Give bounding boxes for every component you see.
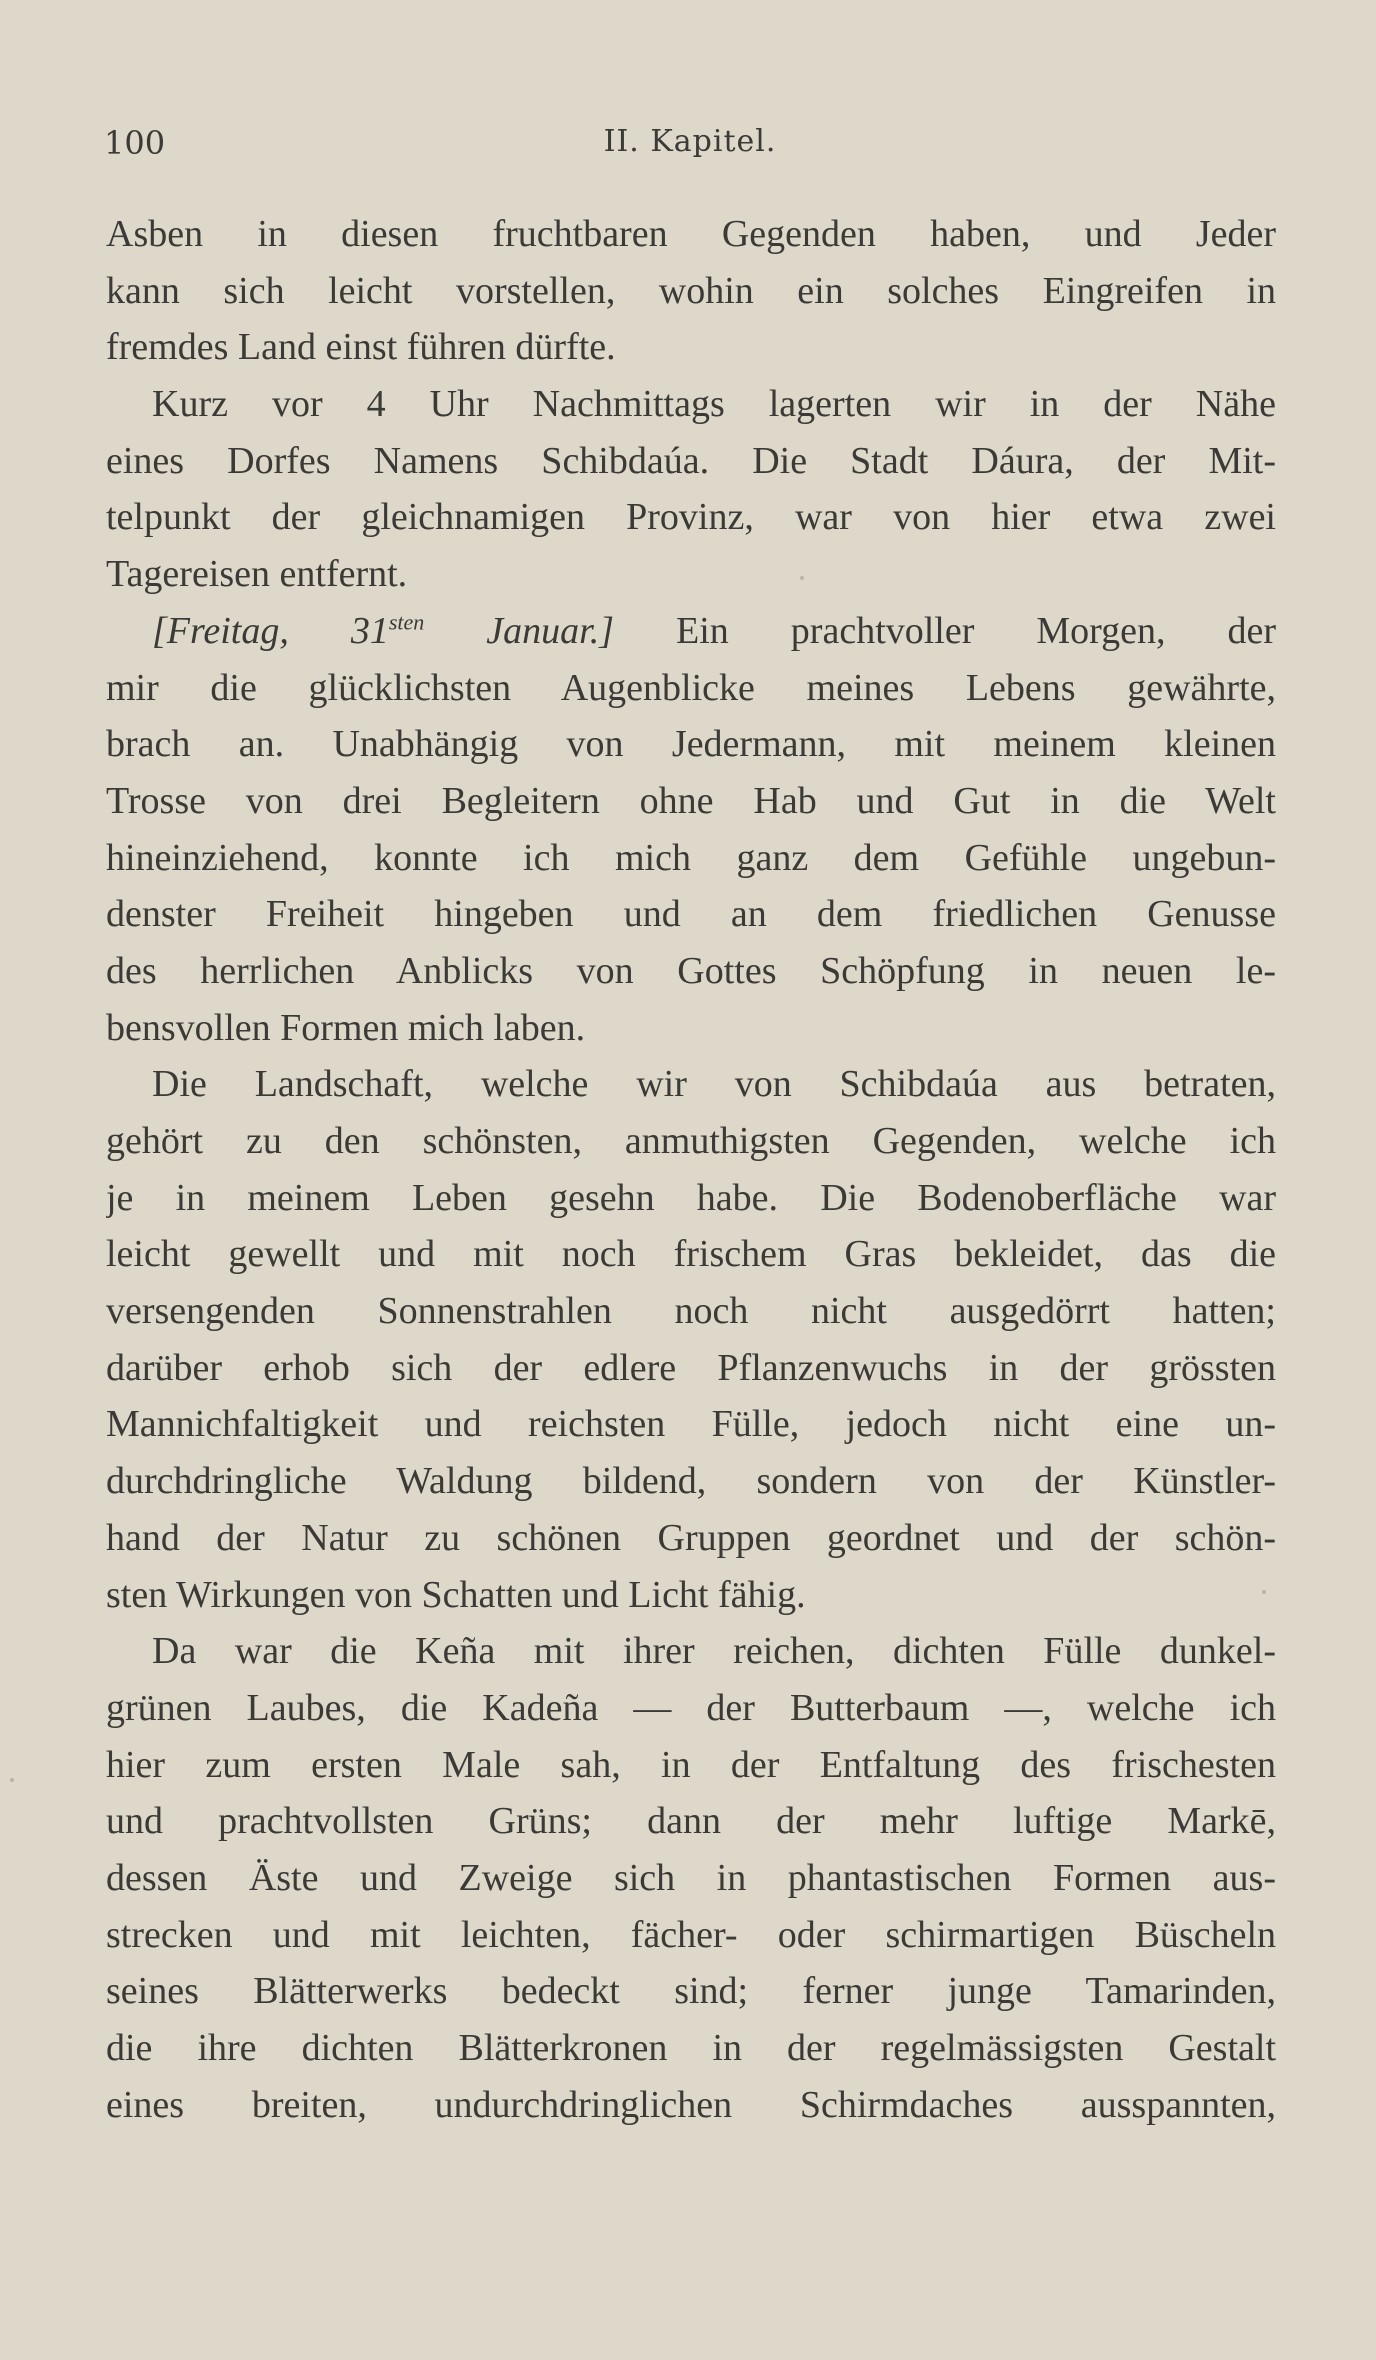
text-line: seines Blätterwerks bedeckt sind; ferner junge Tamarinden, xyxy=(106,1970,1276,2013)
text-line: je in meinem Leben gesehn habe. Die Bodenoberfläche war xyxy=(106,1176,1276,1219)
text-line: leicht gewellt und mit noch frischem Gras bekleidet, das die xyxy=(106,1233,1276,1276)
text-line: durchdringliche Waldung bildend, sondern von der Künstler- xyxy=(106,1460,1276,1503)
text-line: darüber erhob sich der edlere Pflanzenwuchs in der grössten xyxy=(106,1346,1276,1389)
text-line: hineinziehend, konnte ich mich ganz dem Gefühle ungebun- xyxy=(106,836,1276,879)
text-line: eines breiten, undurchdringlichen Schirmdaches ausspannten, xyxy=(106,2083,1276,2126)
text-line: hand der Natur zu schönen Gruppen geordnet und der schön- xyxy=(106,1516,1276,1559)
text-line: strecken und mit leichten, fächer- oder schirmartigen Büscheln xyxy=(106,1913,1276,1956)
paper-speck xyxy=(10,1778,14,1782)
text-line: bensvollen Formen mich laben. xyxy=(106,1006,586,1049)
date-marker xyxy=(152,610,614,652)
date-close: Januar.] xyxy=(424,609,615,652)
date-superscript: sten xyxy=(388,609,425,635)
paper-speck xyxy=(800,576,804,580)
text-line: gehört zu den schönsten, anmuthigsten Gegenden, welche ich xyxy=(106,1120,1276,1162)
text-line: versengenden Sonnenstrahlen noch nicht ausgedörrt hatten; xyxy=(106,1290,1276,1333)
text-line: mir die glücklichsten Augenblicke meines Lebens gewährte, xyxy=(106,666,1276,709)
text-line: denster Freiheit hingeben und an dem friedlichen Genusse xyxy=(106,893,1276,936)
text-line: grünen Laubes, die Kadeña — der Butterbaum —, welche ich xyxy=(106,1686,1276,1729)
text-line: telpunkt der gleichnamigen Provinz, war von hier etwa zwei xyxy=(106,496,1276,539)
page-number: 100 xyxy=(104,124,166,162)
text-line: fremdes Land einst führen dürfte. xyxy=(106,326,616,369)
date-line-text: Ein prachtvoller Morgen, der xyxy=(614,609,1276,652)
text-line: Mannichfaltigkeit und reichsten Fülle, jedoch nicht eine un- xyxy=(106,1403,1276,1446)
text-line: kann sich leicht vorstellen, wohin ein solches Eingreifen in xyxy=(106,269,1276,312)
text-line: und prachtvollsten Grüns; dann der mehr luftige Markē, xyxy=(106,1800,1276,1843)
text-line: Trosse von drei Begleitern ohne Hab und Gut in die Welt xyxy=(106,779,1276,822)
text-line: sten Wirkungen von Schatten und Licht fähig. xyxy=(106,1573,806,1616)
paper-speck xyxy=(1262,1590,1266,1594)
text-line: brach an. Unabhängig von Jedermann, mit meinem kleinen xyxy=(106,723,1276,766)
text-line: Asben in diesen fruchtbaren Gegenden haben, und Jeder xyxy=(106,213,1276,255)
text-line: Tagereisen entfernt. xyxy=(106,553,408,596)
text-line: die ihre dichten Blätterkronen in der regelmässigsten Gestalt xyxy=(106,2027,1276,2069)
text-line: Die Landschaft, welche wir von Schibdaúa aus betraten, xyxy=(152,1063,1276,1106)
text-line: hier zum ersten Male sah, in der Entfaltung des frischesten xyxy=(106,1743,1276,1786)
text-line-date-entry xyxy=(106,603,1276,660)
text-line: Kurz vor 4 Uhr Nachmittags lagerten wir in der Nähe xyxy=(152,383,1276,426)
running-head: II. Kapitel. xyxy=(603,124,777,159)
text-line: eines Dorfes Namens Schibdaúa. Die Stadt Dáura, der Mit- xyxy=(106,439,1276,482)
page-header xyxy=(104,124,1276,168)
text-line: Da war die Keña mit ihrer reichen, dichten Fülle dunkel- xyxy=(152,1630,1276,1673)
text-line: dessen Äste und Zweige sich in phantastischen Formen aus- xyxy=(106,1856,1276,1899)
body-text xyxy=(106,206,1276,2133)
text-line: des herrlichen Anblicks von Gottes Schöpfung in neuen le- xyxy=(106,949,1276,992)
date-open: [Freitag, 31 xyxy=(152,609,389,652)
